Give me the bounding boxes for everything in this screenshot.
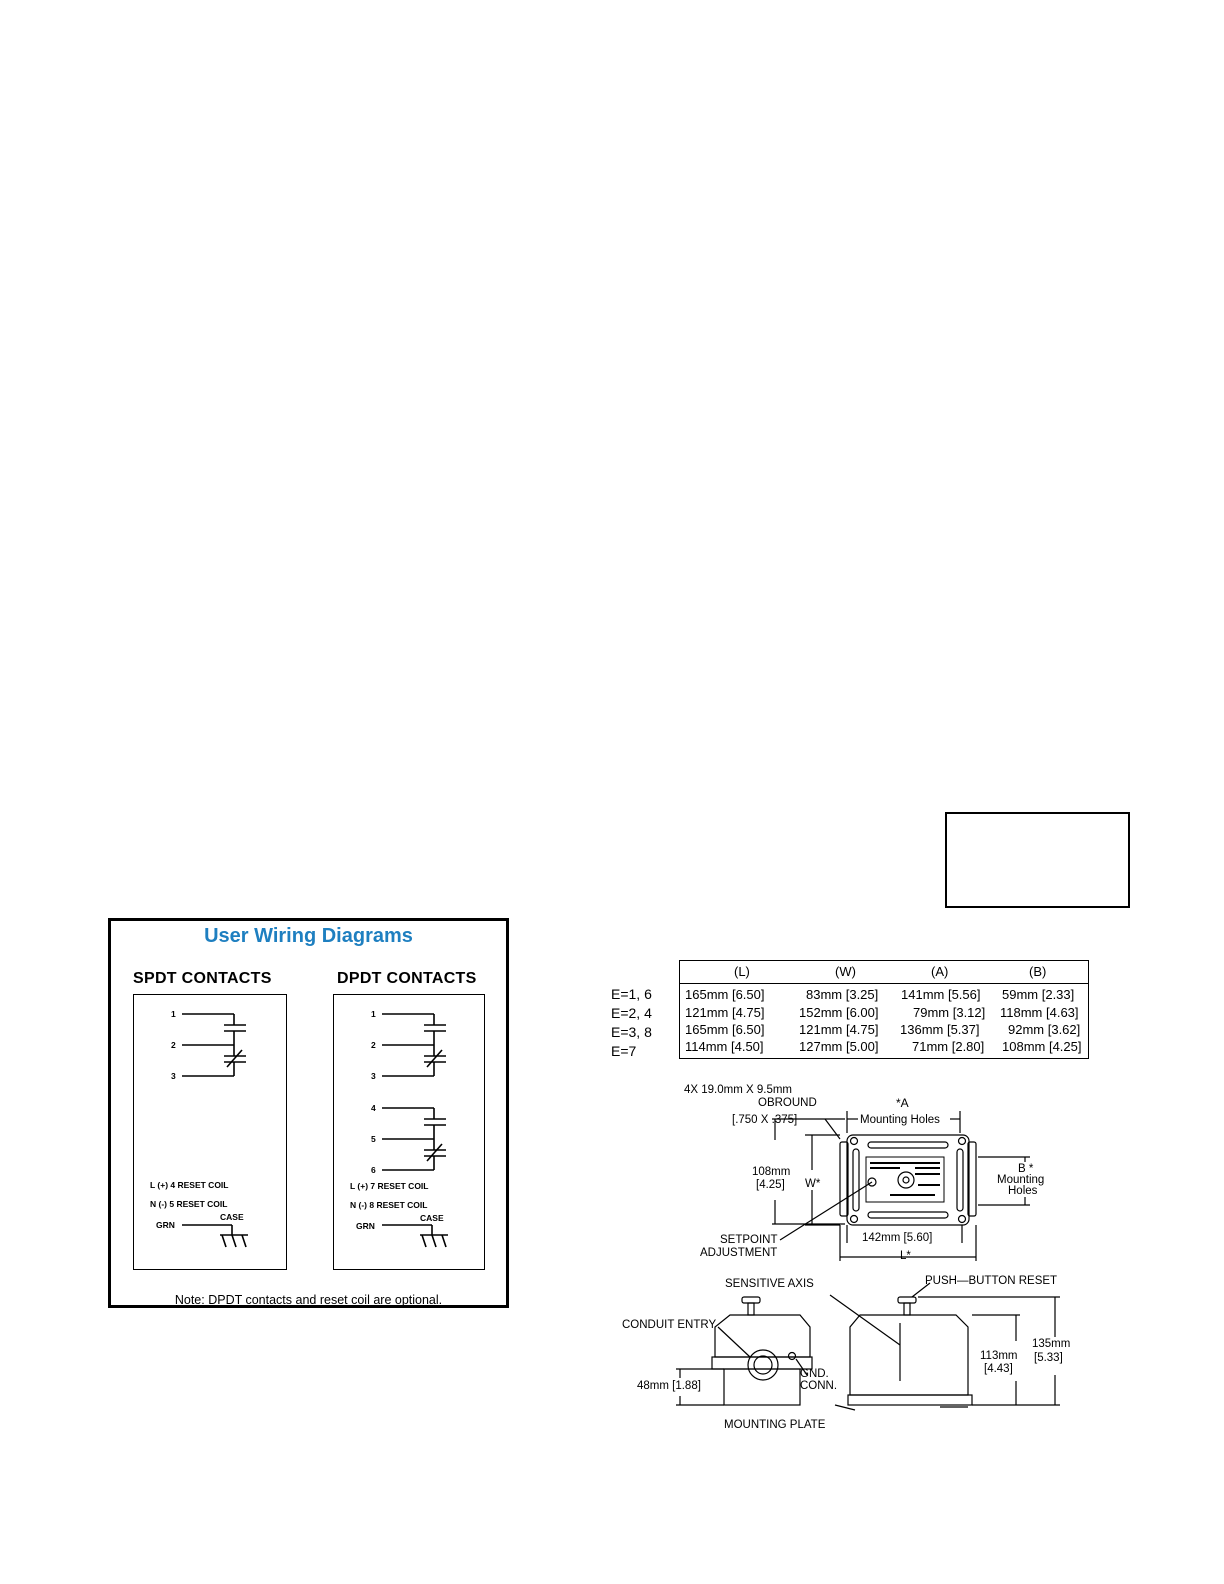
b-star: B * <box>1018 1163 1034 1175</box>
gnd-label-1: GND. <box>800 1368 829 1380</box>
a-mount-label: Mounting Holes <box>860 1114 940 1126</box>
table-cell: 165mm [6.50] <box>685 987 765 1002</box>
spdt-grn: GRN <box>156 1220 175 1230</box>
dpdt-schematic <box>334 995 483 1268</box>
conduit-entry-label: CONDUIT ENTRY <box>622 1319 717 1331</box>
setpoint-2: ADJUSTMENT <box>700 1247 778 1259</box>
blank-label-box <box>945 812 1130 908</box>
dpdt-case: CASE <box>420 1213 444 1223</box>
enclosure-front-view <box>715 1315 810 1357</box>
b-mount-1: Mounting <box>997 1174 1045 1186</box>
table-cell: 141mm [5.56] <box>901 987 981 1002</box>
dpdt-term-6: 6 <box>371 1165 376 1175</box>
e-label-3: E=3, 8 <box>611 1024 652 1040</box>
dpdt-panel <box>333 994 485 1270</box>
dpdt-coil-plus: L (+) 7 RESET COIL <box>350 1181 429 1191</box>
dpdt-coil-minus: N (-) 8 RESET COIL <box>350 1200 428 1210</box>
table-cell: 121mm [4.75] <box>685 1005 765 1020</box>
dimension-table <box>679 960 1089 1059</box>
spdt-term-2: 2 <box>171 1040 176 1050</box>
dpdt-term-2: 2 <box>371 1040 376 1050</box>
table-cell: 152mm [6.00] <box>799 1005 879 1020</box>
mounting-plate-label: MOUNTING PLATE <box>724 1419 826 1431</box>
wiring-title: User Wiring Diagrams <box>204 925 413 947</box>
spdt-schematic <box>134 995 285 1268</box>
dpdt-term-3: 3 <box>371 1071 376 1081</box>
table-cell: 108mm [4.25] <box>1002 1039 1082 1054</box>
table-cell: 121mm [4.75] <box>799 1022 879 1037</box>
table-cell: 71mm [2.80] <box>912 1039 985 1054</box>
b-mount-2: Holes <box>1008 1185 1038 1197</box>
obround-line-2: OBROUND <box>758 1097 817 1109</box>
header-l: (L) <box>734 964 750 979</box>
h135-label: 135mm <box>1032 1338 1071 1350</box>
e-label-4: E=7 <box>611 1043 637 1059</box>
l-star: L* <box>900 1250 911 1262</box>
table-cell: 83mm [3.25] <box>806 987 879 1002</box>
push-button-label: PUSH—BUTTON RESET <box>925 1275 1058 1287</box>
e-label-1: E=1, 6 <box>611 986 652 1002</box>
table-cell: 59mm [2.33] <box>1002 987 1075 1002</box>
e-label-2: E=2, 4 <box>611 1005 652 1021</box>
table-cell: 165mm [6.50] <box>685 1022 765 1037</box>
wiring-note: Note: DPDT contacts and reset coil are optional. <box>174 1293 443 1307</box>
spdt-panel <box>133 994 287 1270</box>
h108-label: 108mm <box>752 1166 791 1178</box>
dimension-drawing <box>600 1075 1100 1440</box>
dpdt-title: DPDT CONTACTS <box>337 970 477 987</box>
w-star: W* <box>805 1178 821 1190</box>
w142-label: 142mm [5.60] <box>862 1232 933 1244</box>
table-header <box>680 961 1088 984</box>
spdt-term-1: 1 <box>171 1009 176 1019</box>
table-cell: 114mm [4.50] <box>685 1039 764 1054</box>
a-star: *A <box>896 1096 909 1110</box>
dpdt-term-4: 4 <box>371 1103 376 1113</box>
h108b-label: [4.25] <box>756 1179 785 1191</box>
sensitive-axis-label: SENSITIVE AXIS <box>725 1278 814 1290</box>
header-a: (A) <box>931 964 949 979</box>
gnd-label-2: CONN. <box>800 1380 838 1392</box>
table-cell: 127mm [5.00] <box>799 1039 879 1054</box>
table-cell: 79mm [3.12] <box>913 1005 986 1020</box>
spdt-term-3: 3 <box>171 1071 176 1081</box>
h48-label: 48mm [1.88] <box>637 1380 701 1392</box>
spdt-coil-plus: L (+) 4 RESET COIL <box>150 1180 229 1190</box>
user-wiring-diagrams <box>108 918 509 1308</box>
obround-line-1: 4X 19.0mm X 9.5mm <box>684 1084 793 1096</box>
h113b-label: [4.43] <box>984 1363 1013 1375</box>
h135b-label: [5.33] <box>1034 1352 1063 1364</box>
table-cell: 118mm [4.63] <box>1000 1005 1079 1020</box>
header-w: (W) <box>835 964 856 979</box>
dpdt-term-5: 5 <box>371 1134 376 1144</box>
spdt-title: SPDT CONTACTS <box>133 970 272 987</box>
spdt-coil-minus: N (-) 5 RESET COIL <box>150 1199 228 1209</box>
dpdt-term-1: 1 <box>371 1009 376 1019</box>
table-cell: 136mm [5.37] <box>900 1022 980 1037</box>
setpoint-1: SETPOINT <box>720 1234 778 1246</box>
obround-line-3: [.750 X .375] <box>732 1114 798 1126</box>
spdt-case: CASE <box>220 1212 244 1222</box>
enclosure-side-view <box>850 1315 968 1395</box>
dpdt-grn: GRN <box>356 1221 375 1231</box>
table-cell: 92mm [3.62] <box>1008 1022 1081 1037</box>
header-b: (B) <box>1029 964 1047 979</box>
h113-label: 113mm <box>980 1350 1018 1362</box>
